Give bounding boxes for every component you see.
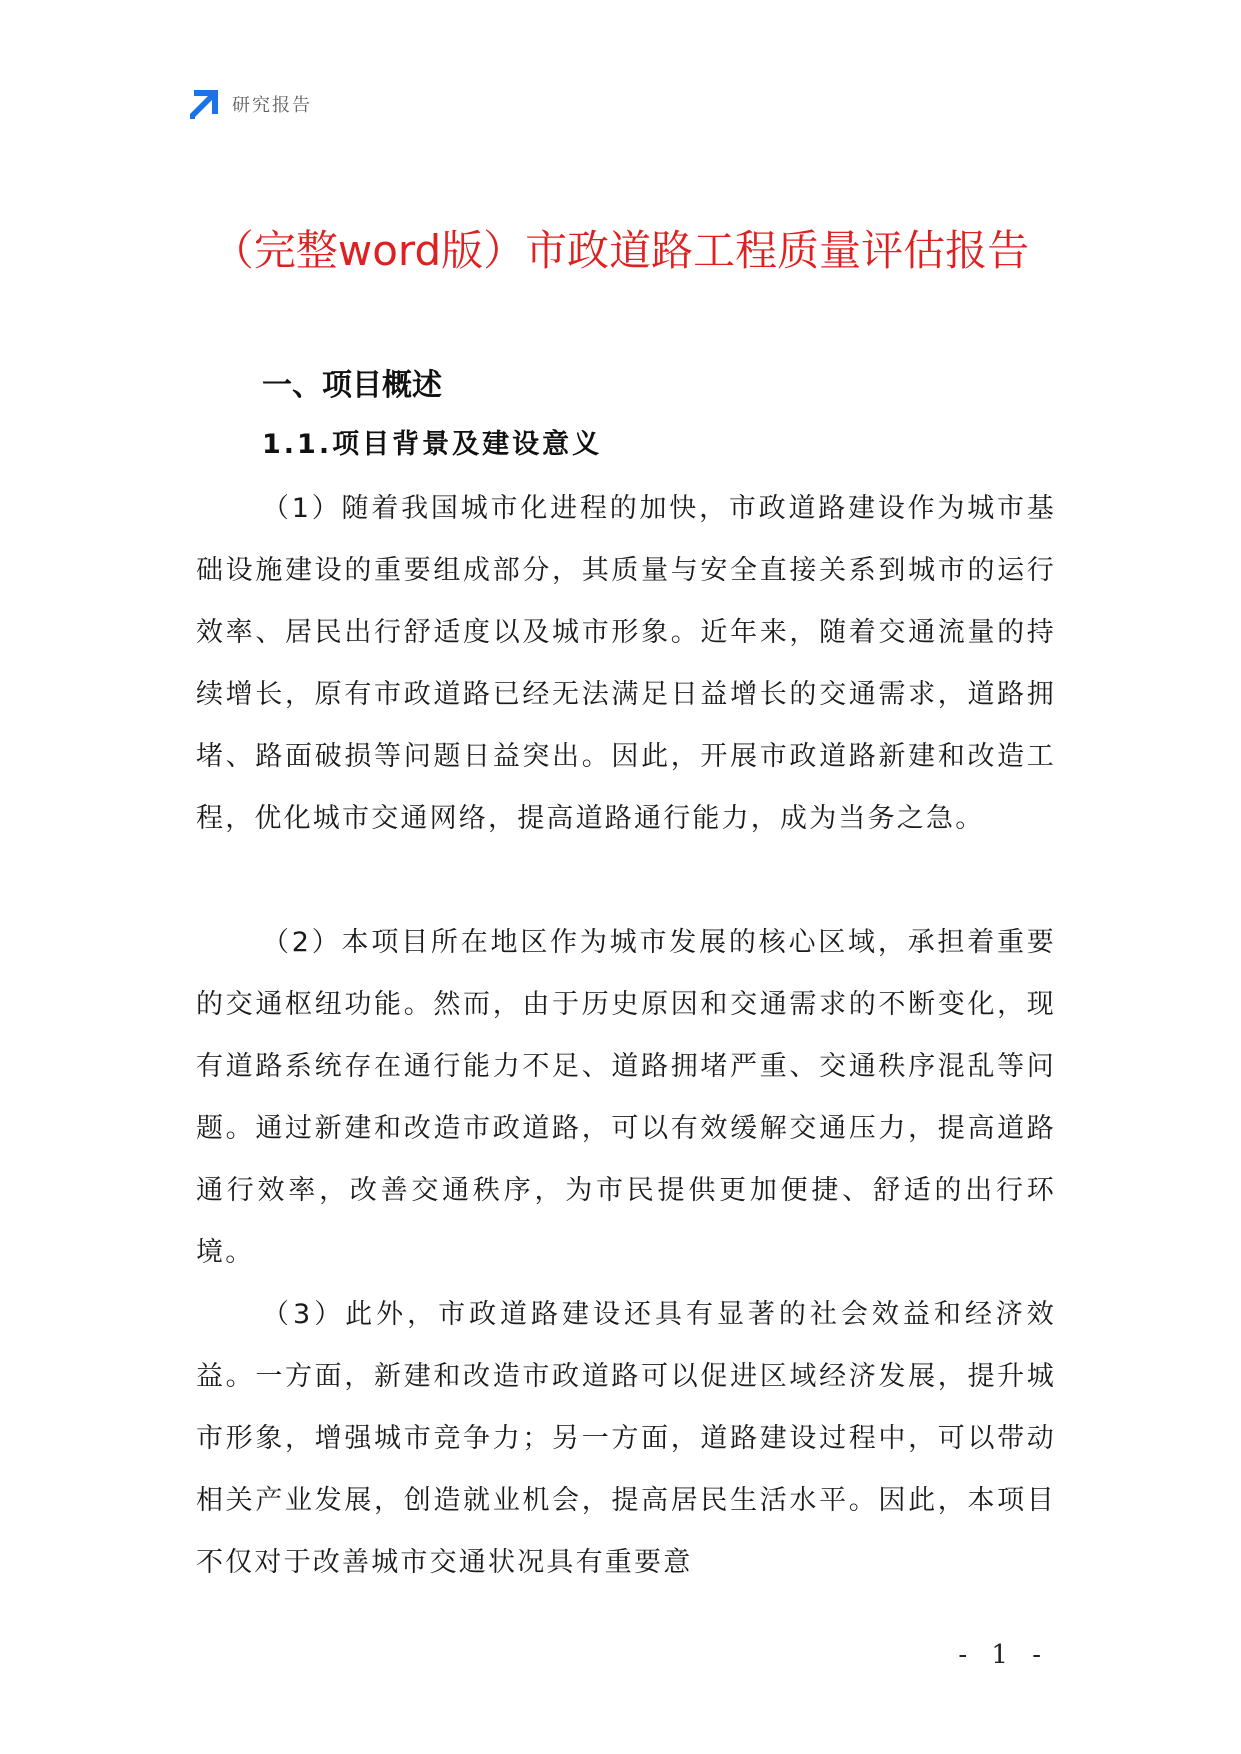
subsection-heading: 1.1.项目背景及建设意义	[262, 429, 603, 460]
page-number: - 1 -	[958, 1640, 1049, 1670]
paragraph-1: （1）随着我国城市化进程的加快，市政道路建设作为城市基础设施建设的重要组成部分，其质量与安全直接关系到城市的运行效率、居民出行舒适度以及城市形象。近年来，随着交通流量的持续增长，原有市政道路已经无法满足日益增长的交通需求，道路拥堵、路面破损等问题日益突出。因此，开展市政道路新建和改造工程，优化城市交通网络，提高道路通行能力，成为当务之急。	[196, 493, 1056, 834]
paragraph-3: （3）此外，市政道路建设还具有显著的社会效益和经济效益。一方面，新建和改造市政道路可以促进区域经济发展，提升城市形象，增强城市竞争力；另一方面，道路建设过程中，可以带动相关产业发展，创造就业机会，提高居民生活水平。因此，本项目不仅对于改善城市交通状况具有重要意	[196, 1299, 1056, 1578]
paragraph-2: （2）本项目所在地区作为城市发展的核心区域，承担着重要的交通枢纽功能。然而，由于历史原因和交通需求的不断变化，现有道路系统存在通行能力不足、道路拥堵严重、交通秩序混乱等问题。通过新建和改造市政道路，可以有效缓解交通压力，提高道路通行效率，改善交通秩序，为市民提供更加便捷、舒适的出行环境。	[196, 927, 1056, 1268]
header-label: 研究报告	[232, 95, 312, 116]
page-header	[188, 86, 312, 122]
section-heading: 一、项目概述	[262, 368, 442, 403]
document-title: （完整word版）市政道路工程质量评估报告	[211, 226, 1030, 275]
arrow-logo-icon	[188, 88, 220, 120]
